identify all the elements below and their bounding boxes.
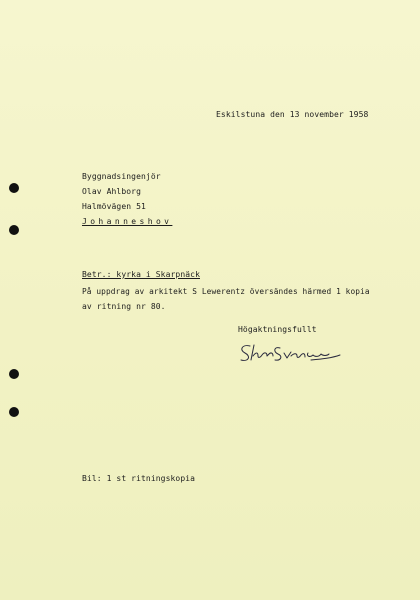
- punch-hole: [9, 183, 19, 193]
- recipient-street: Halmövägen 51: [82, 202, 146, 211]
- body-line-1: På uppdrag av arkitekt S Lewerentz översändes härmed 1 kopia: [82, 287, 370, 296]
- punch-hole: [9, 369, 19, 379]
- recipient-title: Byggnadsingenjör: [82, 172, 161, 181]
- place-date: Eskilstuna den 13 november 1958: [216, 110, 369, 119]
- body-line-2: av ritning nr 80.: [82, 302, 166, 311]
- closing: Högaktningsfullt: [238, 325, 317, 334]
- handwritten-signature: [236, 340, 344, 366]
- punch-hole: [9, 225, 19, 235]
- recipient-name: Olav Ahlborg: [82, 187, 141, 196]
- subject-line: Betr.: kyrka i Skarpnäck: [82, 270, 200, 279]
- recipient-city: Johanneshov: [82, 217, 173, 226]
- enclosure-note: Bil: 1 st ritningskopia: [82, 474, 196, 483]
- punch-hole: [9, 407, 19, 417]
